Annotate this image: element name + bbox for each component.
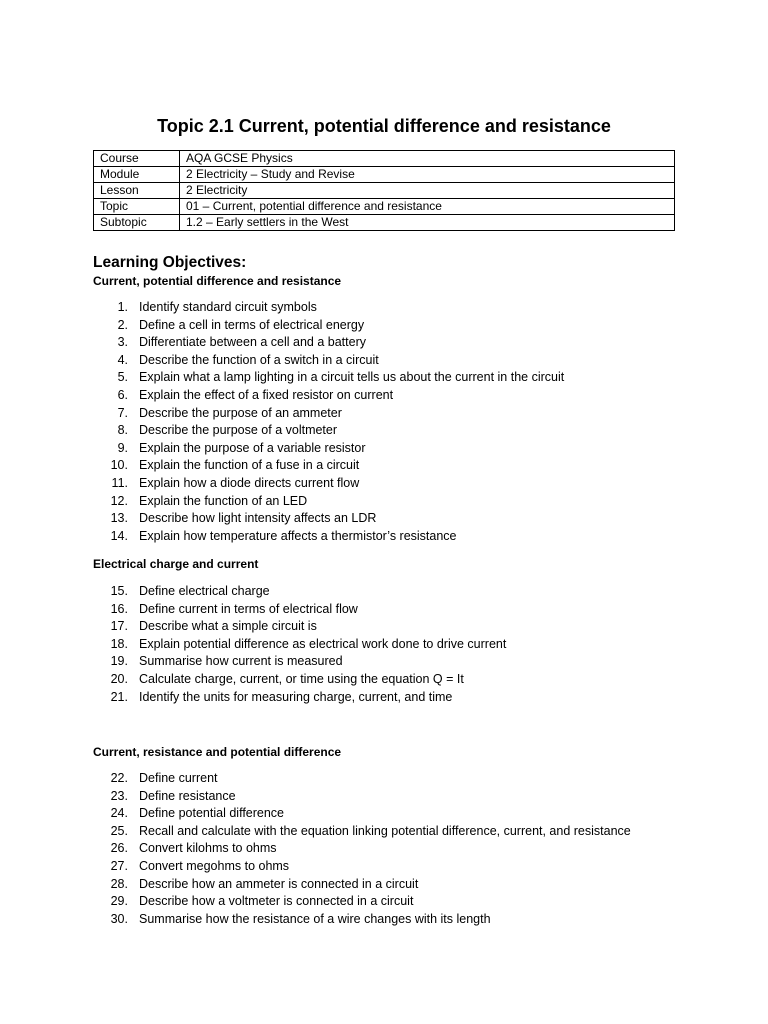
item-text: Describe the function of a switch in a circuit bbox=[139, 352, 379, 367]
item-number: 5. bbox=[117, 370, 128, 385]
item-text: Differentiate between a cell and a battery bbox=[139, 335, 366, 350]
page-title: Topic 2.1 Current, potential difference and resistance bbox=[157, 116, 611, 136]
item-text: Describe how a voltmeter is connected in a circuit bbox=[139, 894, 414, 909]
item-number: 9. bbox=[117, 440, 128, 455]
item-text: Explain how temperature affects a thermistor’s resistance bbox=[139, 528, 457, 543]
item-text: Identify the units for measuring charge, current, and time bbox=[139, 689, 453, 704]
item-text: Explain the purpose of a variable resistor bbox=[139, 440, 366, 455]
item-text: Explain what a lamp lighting in a circuit tells us about the current in the circuit bbox=[139, 370, 565, 385]
item-text: Describe the purpose of a voltmeter bbox=[139, 423, 338, 438]
item-number: 16. bbox=[110, 601, 128, 616]
item-number: 10. bbox=[110, 458, 128, 473]
item-number: 19. bbox=[110, 654, 128, 669]
lesson-info-table bbox=[93, 150, 675, 231]
item-number: 1. bbox=[117, 300, 128, 314]
item-text: Explain the function of an LED bbox=[139, 493, 308, 508]
item-number: 24. bbox=[110, 806, 128, 821]
section-heading: Electrical charge and current bbox=[93, 557, 259, 571]
learning-objectives-heading: Learning Objectives: bbox=[93, 254, 247, 271]
item-number: 17. bbox=[110, 619, 128, 634]
table-row bbox=[94, 199, 675, 215]
item-text: Explain how a diode directs current flow bbox=[139, 475, 360, 490]
section-heading: Current, potential difference and resistance bbox=[93, 274, 342, 288]
table-key: Course bbox=[94, 151, 180, 167]
item-text: Define current bbox=[139, 771, 218, 785]
item-text: Define electrical charge bbox=[139, 584, 270, 598]
item-text: Calculate charge, current, or time using the equation Q = It bbox=[139, 671, 464, 686]
item-text: Define potential difference bbox=[139, 806, 285, 821]
item-number: 3. bbox=[117, 335, 128, 350]
item-number: 7. bbox=[117, 405, 128, 420]
item-number: 26. bbox=[110, 841, 128, 856]
item-text: Define current in terms of electrical flow bbox=[139, 601, 358, 616]
item-number: 18. bbox=[110, 636, 128, 651]
table-row bbox=[94, 183, 675, 199]
item-number: 27. bbox=[110, 858, 128, 873]
item-number: 25. bbox=[110, 823, 128, 838]
item-text: Summarise how current is measured bbox=[139, 654, 343, 669]
item-text: Describe the purpose of an ammeter bbox=[139, 405, 342, 420]
item-number: 23. bbox=[110, 788, 128, 803]
table-row bbox=[94, 215, 675, 231]
item-text: Describe how light intensity affects an LDR bbox=[139, 511, 377, 526]
item-number: 11. bbox=[111, 475, 128, 490]
item-text: Recall and calculate with the equation linking potential difference, current, and resistance bbox=[139, 823, 631, 838]
table-value: 01 – Current, potential difference and resistance bbox=[180, 199, 675, 215]
item-text: Summarise how the resistance of a wire changes with its length bbox=[139, 911, 491, 926]
item-text: Explain the function of a fuse in a circuit bbox=[139, 458, 360, 473]
table-value: 2 Electricity – Study and Revise bbox=[180, 167, 675, 183]
item-text: Explain the effect of a fixed resistor on current bbox=[139, 387, 394, 402]
table-value: 2 Electricity bbox=[180, 183, 675, 199]
item-number: 8. bbox=[117, 423, 128, 438]
item-text: Describe what a simple circuit is bbox=[139, 619, 317, 634]
table-row bbox=[94, 151, 675, 167]
item-text: Define a cell in terms of electrical energy bbox=[139, 317, 365, 332]
item-text: Identify standard circuit symbols bbox=[139, 300, 317, 314]
item-number: 30. bbox=[110, 911, 128, 926]
item-number: 29. bbox=[110, 894, 128, 909]
table-value: 1.2 – Early settlers in the West bbox=[180, 215, 675, 231]
item-number: 2. bbox=[117, 317, 128, 332]
table-row bbox=[94, 167, 675, 183]
item-number: 20. bbox=[110, 671, 128, 686]
item-text: Define resistance bbox=[139, 788, 236, 803]
table-key: Subtopic bbox=[94, 215, 180, 231]
item-text: Convert kilohms to ohms bbox=[139, 841, 277, 856]
table-value: AQA GCSE Physics bbox=[180, 151, 675, 167]
item-text: Describe how an ammeter is connected in a circuit bbox=[139, 876, 419, 891]
item-text: Explain potential difference as electrical work done to drive current bbox=[139, 636, 507, 651]
table-key: Lesson bbox=[94, 183, 180, 199]
item-number: 15. bbox=[110, 584, 128, 598]
item-number: 12. bbox=[110, 493, 128, 508]
item-number: 6. bbox=[117, 387, 128, 402]
item-text: Convert megohms to ohms bbox=[139, 858, 290, 873]
item-number: 22. bbox=[110, 771, 128, 785]
section-heading: Current, resistance and potential difference bbox=[93, 745, 342, 759]
item-number: 28. bbox=[110, 876, 128, 891]
item-number: 21. bbox=[110, 689, 128, 704]
item-number: 14. bbox=[110, 528, 128, 543]
item-number: 13. bbox=[110, 511, 128, 526]
table-key: Module bbox=[94, 167, 180, 183]
table-key: Topic bbox=[94, 199, 180, 215]
item-number: 4. bbox=[117, 352, 128, 367]
